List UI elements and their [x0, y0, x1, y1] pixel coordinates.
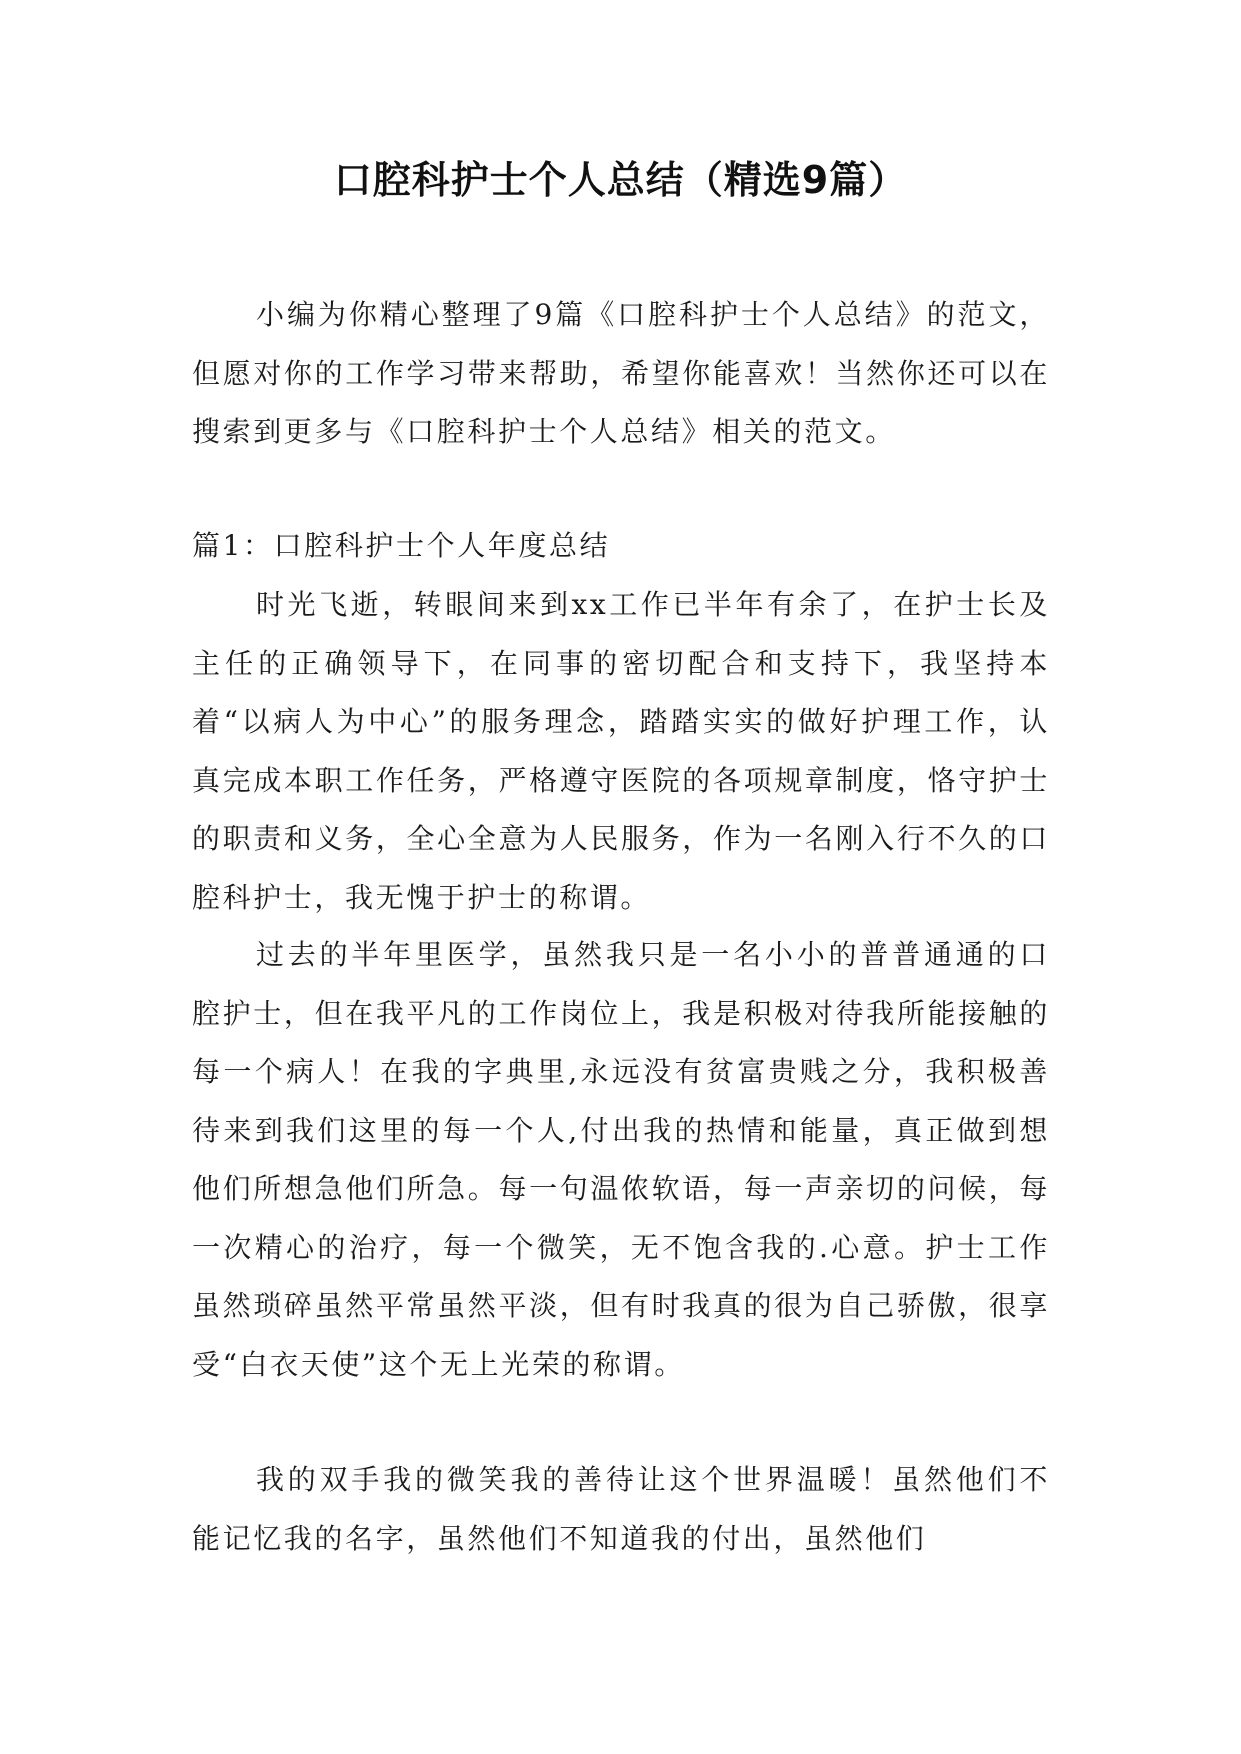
paragraph-block-2 — [192, 926, 1050, 1394]
intro-block — [192, 286, 1050, 462]
body-paragraph: 我的双手我的微笑我的善待让这个世界温暖！虽然他们不能记忆我的名字，虽然他们不知道我的付出，虽然他们 — [192, 1463, 1050, 1555]
body-paragraph: 过去的半年里医学，虽然我只是一名小小的普普通通的口腔护士，但在我平凡的工作岗位上，我是积极对待我所能接触的每一个病人！在我的字典里,永远没有贫富贵贱之分，我积极善待来到我们这里的每一个人,付出我的热情和能量，真正做到想他们所想急他们所急。每一句温侬软语，每一声亲切的问候，每一次精心的治疗，每一个微笑，无不饱含我的.心意。护士工作虽然琐碎虽然平常虽然平淡，但有时我真的很为自己骄傲，很享受“白衣天使”这个无上光荣的称谓。 — [192, 938, 1050, 1381]
paragraph-block-1 — [192, 576, 1050, 927]
intro-paragraph: 小编为你精心整理了9篇《口腔科护士个人总结》的范文，但愿对你的工作学习带来帮助，希望你能喜欢！当然你还可以在搜索到更多与《口腔科护士个人总结》相关的范文。 — [192, 298, 1050, 448]
paragraph-block-3 — [192, 1451, 1050, 1568]
document-title: 口腔科护士个人总结（精选9篇） — [333, 158, 908, 202]
body-paragraph: 时光飞逝，转眼间来到xx工作已半年有余了，在护士长及主任的正确领导下，在同事的密切配合和支持下，我坚持本着“以病人为中心”的服务理念，踏踏实实的做好护理工作，认真完成本职工作任务，严格遵守医院的各项规章制度，恪守护士的职责和义务，全心全意为人民服务，作为一名刚入行不久的口腔科护士，我无愧于护士的称谓。 — [192, 588, 1050, 914]
section-heading: 篇1：口腔科护士个人年度总结 — [192, 529, 611, 562]
